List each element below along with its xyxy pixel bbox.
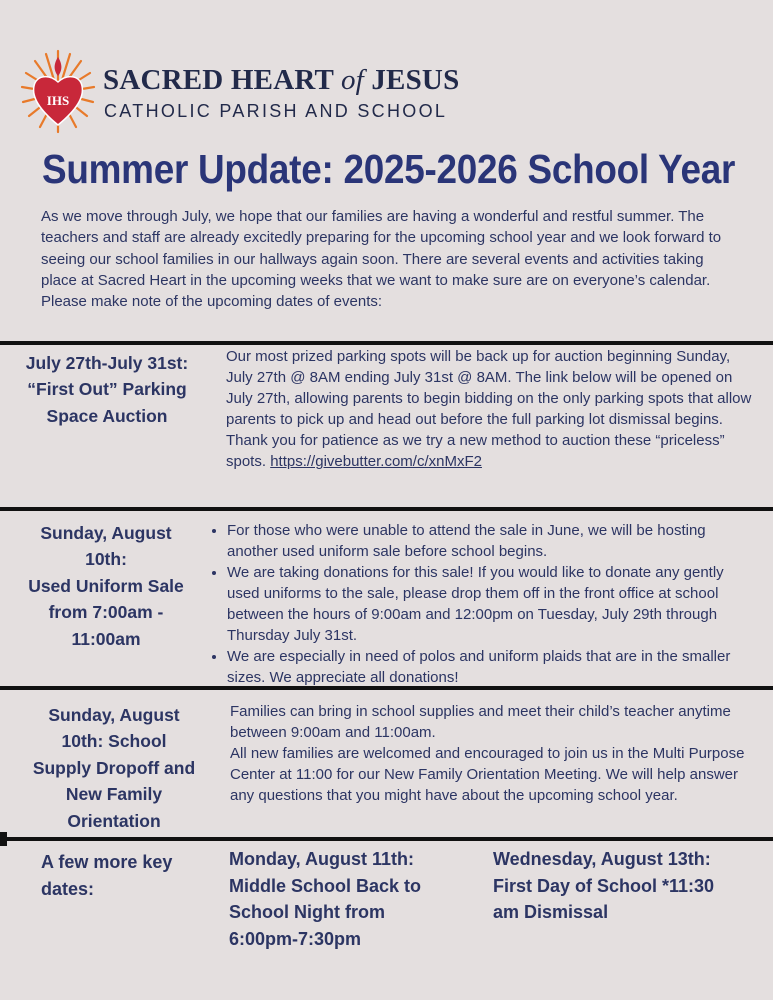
uniform-sale-body xyxy=(205,520,750,688)
list-item: • We are especially in need of polos and uniform plaids that are in the smaller sizes. We appreciate all donations! xyxy=(227,646,750,688)
uniform-sale-title: Used Uniform Sale from 7:00am - 11:00am xyxy=(28,575,184,649)
uniform-sale-date: Sunday, August 10th: xyxy=(40,523,172,570)
intro-paragraph: As we move through July, we hope that our families are having a wonderful and restful summer. The teachers and staff are already excitedly preparing for the upcoming school year and we look forward to seeing our school families in our hallways again soon. There are several events and activities taking place at Sacred Heart in the upcoming weeks that we want to make sure are on everyone’s calendar. Please make note of the upcoming dates of events: xyxy=(41,208,722,311)
brand-name-part2: JESUS xyxy=(363,64,460,96)
parking-auction-body xyxy=(226,346,756,472)
section-divider xyxy=(0,507,773,511)
orientation-text: All new families are welcomed and encouraged to join us in the Multi Purpose Center at 11:00 for our New Family Orientation Meeting. We will help answer any questions that you might have about the upcoming school year. xyxy=(230,745,745,804)
supply-dropoff-text: Families can bring in school supplies and meet their child’s teacher anytime between 9:00am and 11:00am. xyxy=(230,703,731,741)
logo-monogram: IHS xyxy=(46,93,70,108)
brand-name-part1: SACRED HEART xyxy=(103,64,341,96)
supply-dropoff-label: Sunday, August 10th: School Supply Dropoff and New Family Orientation xyxy=(32,705,196,831)
brand-name-of: of xyxy=(340,64,364,96)
parking-auction-thanks-text: Thank you for patience as we try a new method to auction these “priceless” spots. xyxy=(226,432,725,470)
brand-name xyxy=(103,64,459,97)
parking-auction-label: July 27th-July 31st: “First Out” Parking Space Auction xyxy=(25,353,189,426)
brand-subtitle: CATHOLIC PARISH AND SCHOOL xyxy=(104,101,448,121)
uniform-sale-bullets xyxy=(205,520,750,688)
list-item: • We are taking donations for this sale! If you would like to donate any gently used uniforms to the sale, please drop them off in the front office at school between the hours of 9:00am and 12:00pm on Tuesday, July 29th through Thursday July 31st. xyxy=(227,562,750,646)
sacred-heart-logo xyxy=(18,45,98,135)
divider-endcap xyxy=(0,832,7,846)
section-divider xyxy=(0,686,773,690)
parking-auction-text: Our most prized parking spots will be back up for auction beginning Sunday, July 27th @ 8AM ending July 31st @ 8AM. The link below will be opened on July 27th, allowing parents to begin bidding on the only parking spots that allow parents to pick up and head out before the full parking lot dismissal begins. xyxy=(226,348,752,428)
supply-dropoff-body xyxy=(230,701,750,806)
section-divider xyxy=(0,341,773,345)
back-to-school-night-date: Monday, August 11th: Middle School Back to School Night from 6:00pm-7:30pm xyxy=(229,849,422,949)
givebutter-auction-link[interactable]: https://givebutter.com/c/xnMxF2 xyxy=(270,453,482,470)
first-day-of-school-date: Wednesday, August 13th: First Day of School *11:30 am Dismissal xyxy=(493,849,715,922)
parking-auction-thanks xyxy=(226,430,756,472)
uniform-sale-label xyxy=(15,520,197,652)
list-item: • For those who were unable to attend the sale in June, we will be hosting another used uniform sale before school begins. xyxy=(227,520,750,562)
key-dates-label: A few more key dates: xyxy=(41,852,173,899)
section-divider xyxy=(0,837,773,841)
top-flame-icon xyxy=(55,57,62,76)
page-title: Summer Update: 2025-2026 School Year xyxy=(42,146,736,192)
